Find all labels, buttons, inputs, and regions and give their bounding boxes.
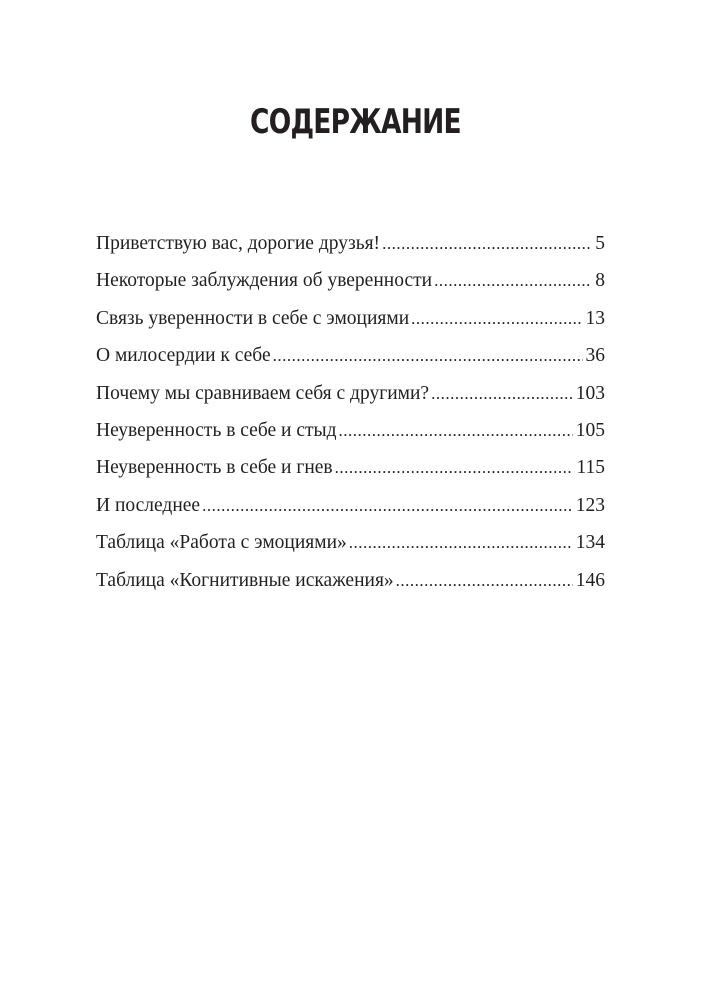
toc-entry-title: Неуверенность в себе и гнев	[96, 457, 333, 479]
toc-entry-title: Неуверенность в себе и стыд	[96, 419, 337, 441]
toc-entry-title: Почему мы сравниваем себя с другими?	[96, 382, 430, 404]
toc-entry-title: О милосердии к себе	[96, 345, 271, 367]
page-title: СОДЕРЖАНИЕ	[250, 102, 461, 142]
dot-leader	[396, 562, 573, 599]
table-of-contents	[96, 225, 605, 599]
toc-page-number: 36	[585, 345, 605, 367]
dot-leader	[434, 262, 592, 299]
toc-page-number: 103	[575, 382, 605, 404]
toc-page-number: 146	[575, 569, 605, 591]
dot-leader	[382, 225, 592, 262]
toc-page-number: 13	[585, 307, 605, 329]
toc-page-number: 5	[595, 233, 605, 254]
toc-page-number: 134	[575, 532, 605, 554]
toc-entry-title: Приветствую вас, дорогие друзья!	[96, 233, 381, 254]
toc-page-number: 123	[575, 494, 605, 516]
dot-leader	[339, 412, 573, 449]
dot-leader	[273, 337, 583, 374]
dot-leader	[202, 487, 573, 524]
dot-leader	[349, 524, 573, 561]
toc-entry[interactable]	[96, 337, 605, 374]
dot-leader	[335, 449, 574, 486]
dot-leader	[411, 300, 582, 337]
toc-entry[interactable]	[96, 524, 605, 561]
toc-page-number: 105	[575, 419, 605, 441]
toc-page-number: 8	[595, 270, 605, 292]
toc-entry-title: Таблица «Когнитивные искажения»	[96, 569, 394, 591]
toc-entry[interactable]	[96, 412, 605, 449]
toc-entry[interactable]	[96, 375, 605, 412]
toc-entry[interactable]	[96, 562, 605, 599]
toc-entry-title: Таблица «Работа с эмоциями»	[96, 532, 347, 554]
toc-entry[interactable]	[96, 262, 605, 299]
toc-entry-title: Связь уверенности в себе с эмоциями	[96, 307, 410, 329]
dot-leader	[431, 375, 573, 412]
toc-entry[interactable]	[96, 449, 605, 486]
toc-entry[interactable]	[96, 225, 605, 262]
toc-entry[interactable]	[96, 487, 605, 524]
toc-entry[interactable]	[96, 300, 605, 337]
toc-page-number: 115	[576, 457, 605, 479]
toc-entry-title: Некоторые заблуждения об уверенности	[96, 270, 433, 292]
toc-entry-title: И последнее	[96, 494, 201, 516]
